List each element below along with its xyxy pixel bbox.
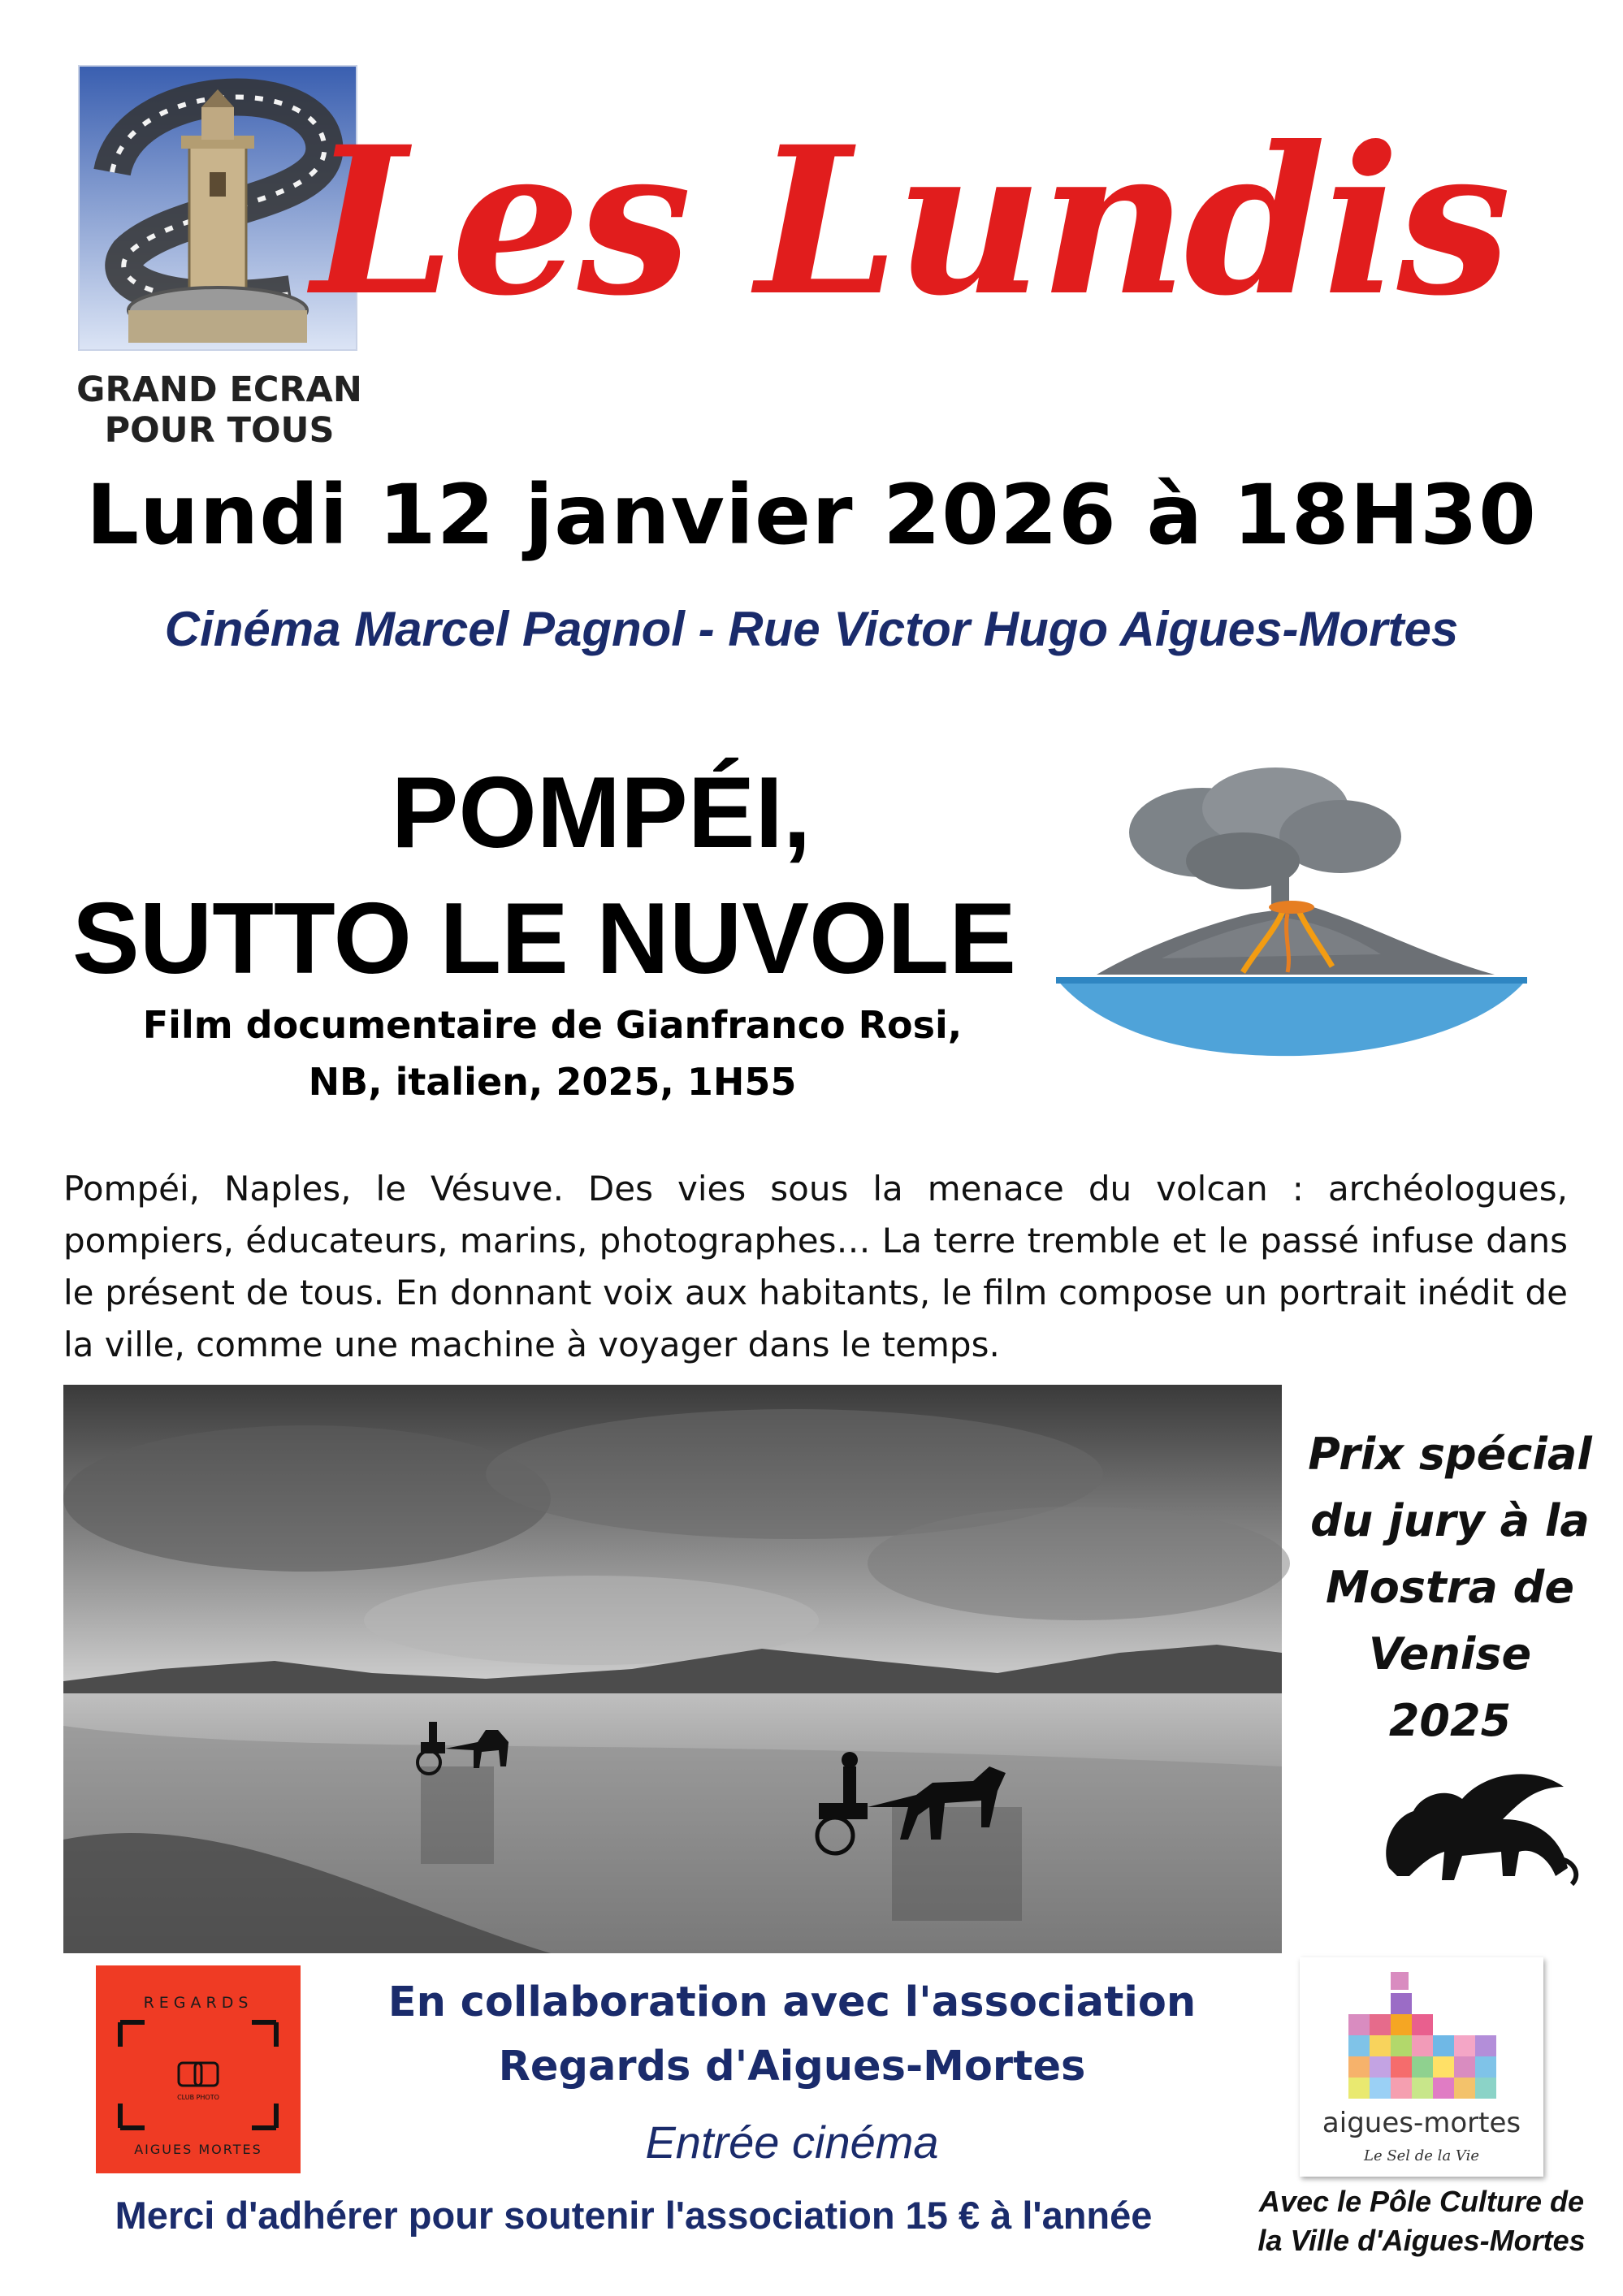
film-credit-line1: Film documentaire de Gianfranco Rosi, (142, 1003, 963, 1047)
prize-line1: Prix spécial (1308, 1429, 1592, 1480)
collaboration-line2: Regards d'Aigues-Mortes (498, 2043, 1086, 2091)
partner-line2: la Ville d'Aigues-Mortes (1257, 2224, 1586, 2257)
title-script (311, 49, 1508, 374)
regards-camera-frame-icon (96, 1965, 301, 2173)
prize-line3: Mostra de (1326, 1562, 1574, 1613)
membership-text: Merci d'adhérer pour soutenir l'association 15 € à l'année (115, 2194, 1153, 2237)
volcano-icon (1040, 759, 1543, 1068)
event-venue: Cinéma Marcel Pagnol - Rue Victor Hugo Aigues-Mortes (164, 602, 1459, 656)
title-text: Les Lundis (311, 102, 1508, 340)
logo-caption (41, 370, 398, 451)
film-credit-line2: NB, italien, 2025, 1H55 (308, 1060, 797, 1104)
prize-text (1292, 1421, 1608, 1754)
regards-logo-middle: CLUB PHOTO (177, 2094, 219, 2101)
am-logo-name: aigues-mortes (1322, 2107, 1521, 2139)
am-logo-tagline: Le Sel de la Vie (1364, 2147, 1479, 2164)
winged-lion-icon (1373, 1762, 1584, 1892)
regards-logo-bottom: AIGUES MORTES (134, 2142, 262, 2157)
colorful-castle-icon (1300, 1957, 1543, 2177)
prize-line5: 2025 (1388, 1695, 1512, 1746)
event-date-time: Lundi 12 janvier 2026 à 18H30 (85, 467, 1537, 564)
regards-logo-top: REGARDS (143, 1994, 253, 2012)
logo-caption-line1: GRAND ECRAN (76, 370, 362, 410)
prize-line4: Venise (1368, 1628, 1532, 1680)
collaboration-line1: En collaboration avec l'association (387, 1978, 1197, 2026)
aigues-mortes-logo (1300, 1957, 1543, 2177)
logo-caption-line2: POUR TOUS (104, 410, 335, 451)
film-title-line2: SUTTO LE NUVOLE (71, 883, 1016, 995)
prize-line2: du jury à la (1310, 1495, 1590, 1546)
film-title-line1: POMPÉI, (391, 757, 812, 869)
entry-text: Entrée cinéma (645, 2117, 939, 2168)
partner-line1: Avec le Pôle Culture de (1258, 2185, 1585, 2218)
film-still-photo (63, 1385, 1282, 1953)
regards-logo (96, 1965, 301, 2173)
synopsis: Pompéi, Naples, le Vésuve. Des vies sous la menace du volcan : archéologues, pompiers, éducateurs, marins, photographes… La terre tremble et le passé infuse dans le présent de tous. En donnant voix aux habitants, le film compose un portrait inédit de la ville, comme une machine à voyager dans le temps. (63, 1169, 1568, 1364)
